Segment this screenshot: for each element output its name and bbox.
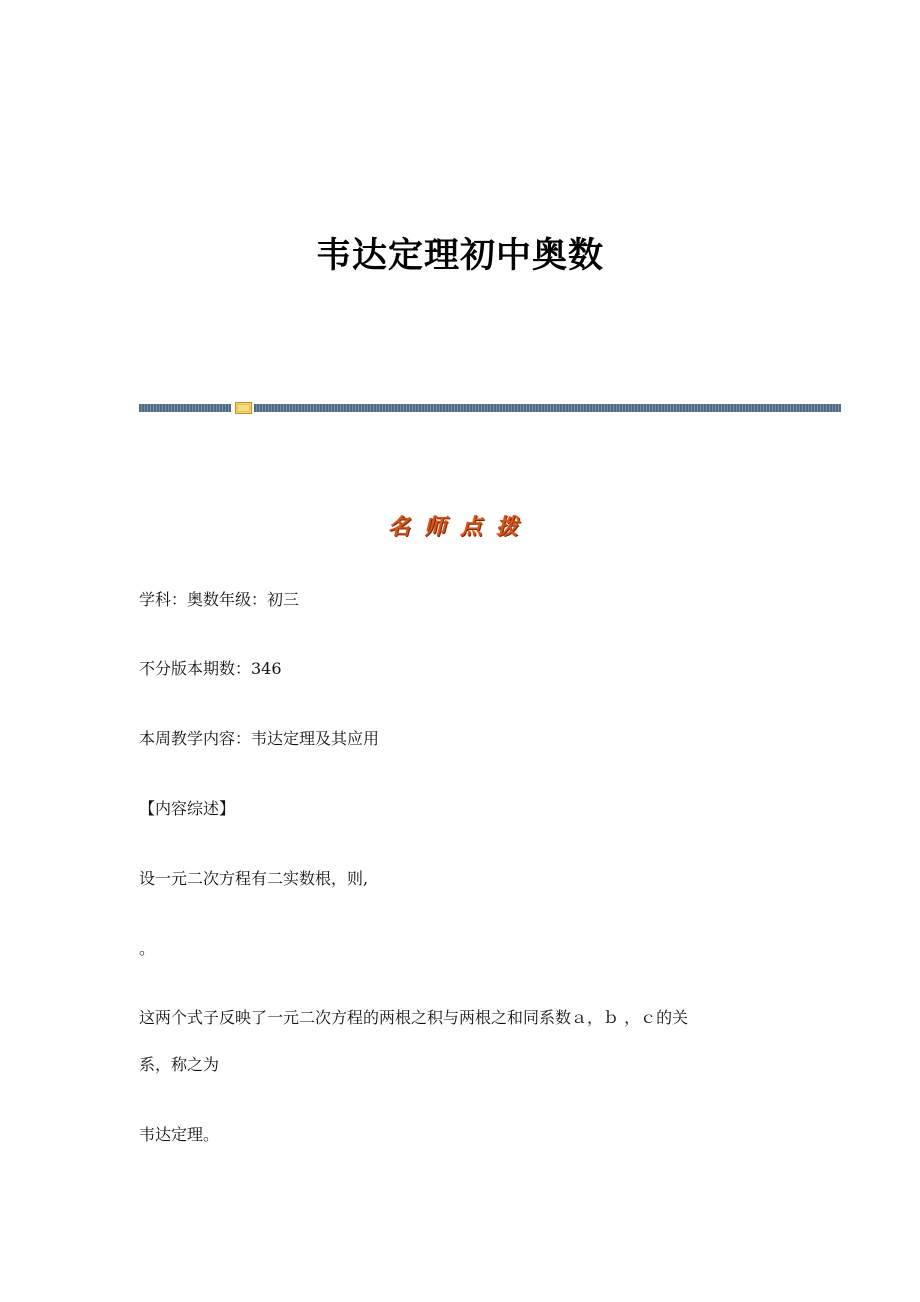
section-banner: 名师点拨: [387, 514, 532, 540]
section-heading: 【内容综述】: [139, 799, 236, 818]
issue-line: 不分版本期数：346: [139, 659, 282, 678]
paragraph-line: 。: [139, 939, 156, 958]
paragraph-line: 设一元二次方程有二实数根，则,: [139, 869, 369, 888]
paragraph-line: 这两个式子反映了一元二次方程的两根之积与两根之和同系数ａ，ｂ ，ｃ的关: [139, 1008, 689, 1027]
paragraph-line: 韦达定理。: [139, 1125, 220, 1144]
divider-bar-left: [139, 404, 231, 412]
page-title: 韦达定理初中奥数: [315, 236, 604, 276]
content-line: 本周教学内容：韦达定理及其应用: [139, 729, 380, 748]
section-divider: [139, 402, 841, 414]
divider-bar-right: [254, 404, 841, 412]
paragraph-line: 系，称之为: [139, 1055, 220, 1074]
subject-line: 学科：奥数年级：初三: [139, 590, 300, 609]
envelope-icon: [235, 402, 252, 414]
